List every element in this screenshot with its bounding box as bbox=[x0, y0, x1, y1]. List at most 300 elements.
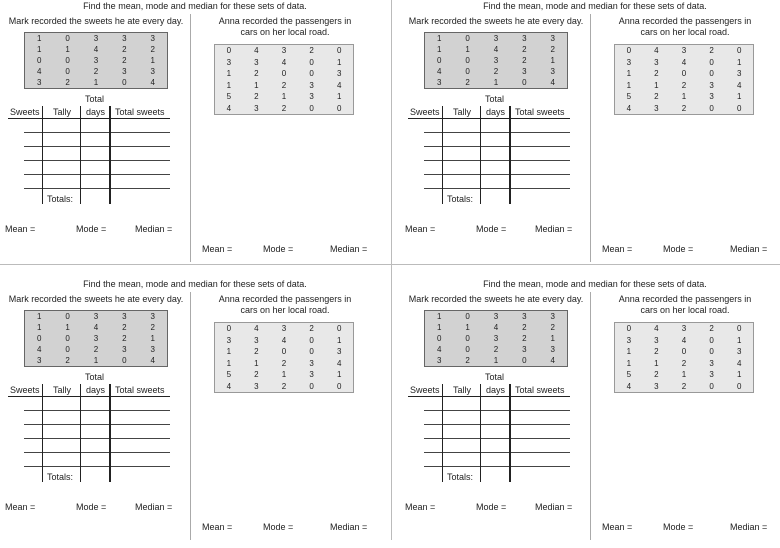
grid-cell: 3 bbox=[736, 347, 742, 357]
grid-cell: 2 bbox=[681, 103, 687, 113]
total-days-header-line2: days bbox=[486, 107, 506, 117]
grid-row bbox=[215, 358, 354, 370]
grid-cell: 0 bbox=[65, 56, 70, 65]
grid-cell: 3 bbox=[93, 312, 99, 321]
grid-row bbox=[215, 80, 354, 92]
grid-row bbox=[25, 355, 168, 367]
grid-row bbox=[25, 33, 168, 45]
table-row-line bbox=[424, 466, 570, 467]
grid-cell: 1 bbox=[681, 370, 687, 380]
mark-mean-label: Mean = bbox=[405, 224, 436, 234]
mark-data-grid bbox=[24, 310, 168, 367]
grid-cell: 1 bbox=[150, 56, 155, 65]
grid-cell: 1 bbox=[736, 92, 742, 102]
grid-cell: 0 bbox=[465, 67, 470, 76]
anna-intro-line2: cars on her local road. bbox=[240, 27, 330, 37]
anna-mean-label: Mean = bbox=[202, 522, 233, 532]
anna-intro-line2: cars on her local road. bbox=[640, 305, 730, 315]
grid-cell: 0 bbox=[709, 347, 714, 357]
total-days-header-line2: days bbox=[86, 385, 106, 395]
anna-intro bbox=[602, 16, 768, 38]
grid-cell: 0 bbox=[681, 347, 687, 357]
grid-cell: 0 bbox=[336, 381, 342, 391]
grid-cell: 0 bbox=[65, 312, 70, 321]
grid-row bbox=[215, 91, 354, 103]
grid-cell: 3 bbox=[493, 56, 499, 65]
grid-cell: 3 bbox=[626, 57, 632, 67]
grid-cell: 3 bbox=[709, 358, 714, 368]
grid-row bbox=[25, 44, 168, 55]
grid-cell: 1 bbox=[226, 347, 232, 357]
table-header-line bbox=[408, 396, 570, 397]
grid-row bbox=[615, 68, 754, 80]
table-col-line bbox=[442, 384, 443, 482]
section-divider bbox=[190, 14, 191, 262]
grid-row bbox=[215, 381, 354, 393]
table-row-line bbox=[24, 160, 170, 161]
grid-row bbox=[615, 381, 754, 393]
grid-cell: 3 bbox=[493, 334, 499, 343]
grid-cell: 2 bbox=[281, 358, 287, 368]
grid-cell: 0 bbox=[336, 324, 342, 334]
grid-cell: 2 bbox=[654, 370, 659, 380]
grid-cell: 2 bbox=[122, 45, 127, 54]
grid-cell: 4 bbox=[36, 345, 42, 354]
grid-cell: 1 bbox=[654, 358, 659, 368]
grid-cell: 3 bbox=[254, 57, 259, 67]
anna-median-label: Median = bbox=[330, 522, 368, 532]
grid-cell: 0 bbox=[736, 324, 742, 334]
grid-cell: 4 bbox=[550, 78, 555, 87]
grid-cell: 0 bbox=[122, 78, 127, 87]
grid-cell: 5 bbox=[626, 92, 632, 102]
sweets-header: Sweets bbox=[410, 385, 440, 395]
grid-cell: 2 bbox=[281, 381, 287, 391]
grid-cell: 3 bbox=[654, 57, 659, 67]
worksheet-title: Find the mean, mode and median for these sets of data. bbox=[483, 279, 707, 289]
tally-header: Tally bbox=[453, 385, 472, 395]
grid-cell: 0 bbox=[736, 381, 742, 391]
total-sweets-header: Total sweets bbox=[515, 385, 565, 395]
mark-intro: Mark recorded the sweets he ate every day. bbox=[408, 294, 584, 304]
mark-mean-label: Mean = bbox=[5, 502, 36, 512]
anna-data-grid bbox=[214, 44, 354, 115]
mark-mean-label: Mean = bbox=[405, 502, 436, 512]
grid-cell: 2 bbox=[65, 356, 70, 365]
total-days-header-line1: Total bbox=[85, 94, 105, 104]
sweets-header: Sweets bbox=[10, 107, 40, 117]
grid-cell: 0 bbox=[36, 334, 42, 343]
grid-cell: 4 bbox=[281, 57, 287, 67]
grid-cell: 0 bbox=[336, 103, 342, 113]
grid-cell: 0 bbox=[122, 356, 127, 365]
grid-cell: 0 bbox=[309, 335, 314, 345]
section-divider bbox=[590, 292, 591, 540]
grid-cell: 1 bbox=[736, 57, 742, 67]
grid-cell: 2 bbox=[254, 69, 259, 79]
grid-cell: 3 bbox=[309, 80, 314, 90]
grid-row bbox=[615, 45, 754, 57]
grid-cell: 1 bbox=[226, 80, 232, 90]
grid-cell: 3 bbox=[122, 312, 127, 321]
anna-intro-line2: cars on her local road. bbox=[240, 305, 330, 315]
grid-row bbox=[615, 358, 754, 370]
grid-cell: 3 bbox=[93, 56, 99, 65]
table-col-line bbox=[480, 384, 481, 482]
grid-cell: 3 bbox=[550, 345, 555, 354]
grid-cell: 1 bbox=[736, 335, 742, 345]
grid-cell: 1 bbox=[36, 323, 42, 332]
anna-intro-line2: cars on her local road. bbox=[640, 27, 730, 37]
anna-mean-label: Mean = bbox=[602, 522, 633, 532]
grid-cell: 1 bbox=[626, 358, 632, 368]
total-sweets-header: Total sweets bbox=[515, 107, 565, 117]
tally-header: Tally bbox=[53, 385, 72, 395]
grid-cell: 3 bbox=[150, 67, 155, 76]
table-row-line bbox=[424, 174, 570, 175]
grid-cell: 1 bbox=[436, 312, 442, 321]
grid-cell: 3 bbox=[309, 92, 314, 102]
table-row-line bbox=[424, 188, 570, 189]
grid-cell: 3 bbox=[122, 34, 127, 43]
grid-cell: 0 bbox=[681, 69, 687, 79]
mark-mode-label: Mode = bbox=[76, 502, 107, 512]
worksheet-panel bbox=[400, 278, 780, 548]
grid-cell: 1 bbox=[65, 323, 70, 332]
table-col-line bbox=[109, 384, 111, 482]
grid-row bbox=[425, 44, 568, 55]
table-col-line bbox=[42, 106, 43, 204]
anna-median-label: Median = bbox=[330, 244, 368, 254]
grid-cell: 0 bbox=[309, 69, 314, 79]
grid-cell: 3 bbox=[281, 324, 287, 334]
worksheet-title: Find the mean, mode and median for these sets of data. bbox=[483, 1, 707, 11]
grid-cell: 2 bbox=[65, 78, 70, 87]
grid-cell: 3 bbox=[522, 34, 527, 43]
grid-cell: 4 bbox=[436, 67, 442, 76]
grid-cell: 2 bbox=[709, 324, 714, 334]
grid-cell: 0 bbox=[65, 334, 70, 343]
grid-cell: 1 bbox=[736, 370, 742, 380]
totals-label: Totals: bbox=[447, 194, 474, 204]
grid-cell: 3 bbox=[493, 312, 499, 321]
grid-cell: 3 bbox=[150, 312, 155, 321]
grid-cell: 0 bbox=[65, 34, 70, 43]
mark-intro: Mark recorded the sweets he ate every day. bbox=[408, 16, 584, 26]
grid-cell: 0 bbox=[709, 103, 714, 113]
grid-cell: 4 bbox=[226, 381, 232, 391]
grid-row bbox=[615, 91, 754, 103]
worksheet-panel bbox=[0, 278, 390, 548]
grid-row bbox=[425, 344, 568, 355]
grid-cell: 2 bbox=[681, 80, 687, 90]
grid-cell: 2 bbox=[522, 334, 527, 343]
anna-intro bbox=[202, 16, 368, 38]
grid-cell: 4 bbox=[281, 335, 287, 345]
section-divider bbox=[190, 292, 191, 540]
mark-data-grid bbox=[424, 32, 568, 89]
grid-cell: 1 bbox=[626, 347, 632, 357]
grid-cell: 3 bbox=[336, 69, 342, 79]
grid-cell: 3 bbox=[436, 78, 442, 87]
anna-intro bbox=[602, 294, 768, 316]
grid-cell: 3 bbox=[36, 356, 42, 365]
worksheet-panel bbox=[0, 0, 390, 270]
grid-cell: 3 bbox=[281, 46, 287, 56]
grid-cell: 2 bbox=[493, 67, 499, 76]
grid-cell: 1 bbox=[254, 358, 259, 368]
grid-cell: 2 bbox=[681, 381, 687, 391]
anna-mean-label: Mean = bbox=[202, 244, 233, 254]
grid-cell: 4 bbox=[436, 345, 442, 354]
grid-cell: 0 bbox=[65, 67, 70, 76]
grid-cell: 0 bbox=[626, 46, 632, 56]
grid-cell: 1 bbox=[550, 56, 555, 65]
grid-cell: 0 bbox=[436, 56, 442, 65]
grid-cell: 0 bbox=[465, 56, 470, 65]
grid-cell: 1 bbox=[65, 45, 70, 54]
grid-cell: 3 bbox=[681, 46, 687, 56]
grid-cell: 2 bbox=[93, 67, 99, 76]
grid-row bbox=[615, 335, 754, 347]
grid-cell: 3 bbox=[122, 345, 127, 354]
mark-median-label: Median = bbox=[535, 502, 573, 512]
anna-intro-line1: Anna recorded the passengers in bbox=[618, 294, 752, 304]
anna-intro bbox=[202, 294, 368, 316]
grid-cell: 3 bbox=[681, 324, 687, 334]
table-header-line bbox=[408, 118, 570, 119]
section-divider bbox=[590, 14, 591, 262]
grid-cell: 3 bbox=[336, 347, 342, 357]
grid-cell: 3 bbox=[550, 312, 555, 321]
grid-cell: 2 bbox=[493, 345, 499, 354]
table-col-line bbox=[42, 384, 43, 482]
mark-data-grid bbox=[24, 32, 168, 89]
anna-mode-label: Mode = bbox=[263, 244, 294, 254]
grid-row bbox=[215, 45, 354, 57]
grid-cell: 2 bbox=[654, 347, 659, 357]
anna-median-label: Median = bbox=[730, 522, 768, 532]
grid-cell: 2 bbox=[122, 56, 127, 65]
table-header-line bbox=[8, 396, 170, 397]
anna-intro-line1: Anna recorded the passengers in bbox=[218, 294, 352, 304]
anna-median-label: Median = bbox=[730, 244, 768, 254]
grid-cell: 2 bbox=[254, 92, 259, 102]
grid-cell: 2 bbox=[654, 69, 659, 79]
grid-row bbox=[215, 335, 354, 347]
grid-cell: 3 bbox=[522, 67, 527, 76]
grid-cell: 5 bbox=[226, 92, 232, 102]
grid-cell: 3 bbox=[36, 78, 42, 87]
mark-median-label: Median = bbox=[135, 502, 173, 512]
v-divider bbox=[391, 0, 392, 540]
grid-row bbox=[215, 369, 354, 381]
table-row-line bbox=[24, 466, 170, 467]
grid-cell: 0 bbox=[522, 356, 527, 365]
grid-cell: 0 bbox=[465, 34, 470, 43]
grid-cell: 3 bbox=[93, 334, 99, 343]
grid-cell: 3 bbox=[436, 356, 442, 365]
grid-row bbox=[615, 103, 754, 115]
anna-data-grid bbox=[614, 322, 754, 393]
grid-cell: 0 bbox=[522, 78, 527, 87]
table-col-line bbox=[109, 106, 111, 204]
grid-cell: 4 bbox=[550, 356, 555, 365]
mark-intro: Mark recorded the sweets he ate every day. bbox=[8, 16, 184, 26]
mark-mode-label: Mode = bbox=[476, 502, 507, 512]
grid-cell: 0 bbox=[736, 103, 742, 113]
grid-cell: 4 bbox=[493, 323, 499, 332]
grid-row bbox=[615, 57, 754, 69]
grid-cell: 3 bbox=[226, 335, 232, 345]
table-row-line bbox=[24, 132, 170, 133]
table-row-line bbox=[424, 146, 570, 147]
grid-row bbox=[215, 57, 354, 69]
grid-cell: 4 bbox=[93, 45, 99, 54]
grid-cell: 2 bbox=[254, 347, 259, 357]
mark-median-label: Median = bbox=[135, 224, 173, 234]
grid-cell: 2 bbox=[709, 46, 714, 56]
grid-cell: 5 bbox=[626, 370, 632, 380]
grid-row bbox=[25, 77, 168, 89]
grid-cell: 2 bbox=[522, 56, 527, 65]
table-row-line bbox=[24, 438, 170, 439]
grid-row bbox=[425, 55, 568, 66]
table-row-line bbox=[24, 146, 170, 147]
grid-cell: 2 bbox=[309, 324, 314, 334]
grid-cell: 1 bbox=[226, 358, 232, 368]
grid-row bbox=[425, 355, 568, 367]
sweets-header: Sweets bbox=[410, 107, 440, 117]
grid-cell: 0 bbox=[709, 69, 714, 79]
grid-cell: 0 bbox=[309, 57, 314, 67]
total-days-header-line1: Total bbox=[485, 372, 505, 382]
grid-cell: 0 bbox=[465, 334, 470, 343]
grid-cell: 3 bbox=[309, 370, 314, 380]
totals-label: Totals: bbox=[47, 194, 74, 204]
grid-cell: 4 bbox=[626, 381, 632, 391]
grid-row bbox=[25, 66, 168, 77]
grid-row bbox=[215, 103, 354, 115]
grid-cell: 0 bbox=[309, 381, 314, 391]
grid-cell: 1 bbox=[36, 312, 42, 321]
table-row-line bbox=[24, 424, 170, 425]
grid-cell: 0 bbox=[309, 347, 314, 357]
anna-data-grid bbox=[214, 322, 354, 393]
tally-header: Tally bbox=[53, 107, 72, 117]
grid-row bbox=[25, 311, 168, 323]
grid-cell: 3 bbox=[493, 34, 499, 43]
grid-row bbox=[425, 311, 568, 323]
grid-cell: 3 bbox=[709, 92, 714, 102]
grid-cell: 0 bbox=[736, 46, 742, 56]
grid-row bbox=[215, 323, 354, 335]
grid-cell: 0 bbox=[465, 312, 470, 321]
grid-cell: 0 bbox=[65, 345, 70, 354]
table-header-line bbox=[8, 118, 170, 119]
grid-row bbox=[615, 80, 754, 92]
table-row-line bbox=[24, 174, 170, 175]
grid-cell: 3 bbox=[226, 57, 232, 67]
grid-cell: 3 bbox=[122, 67, 127, 76]
grid-cell: 0 bbox=[709, 335, 714, 345]
grid-cell: 0 bbox=[226, 46, 232, 56]
table-col-line bbox=[442, 106, 443, 204]
grid-cell: 3 bbox=[309, 358, 314, 368]
grid-cell: 2 bbox=[122, 323, 127, 332]
grid-cell: 0 bbox=[281, 69, 287, 79]
grid-cell: 0 bbox=[709, 57, 714, 67]
grid-cell: 1 bbox=[626, 69, 632, 79]
grid-row bbox=[615, 346, 754, 358]
table-col-line bbox=[480, 106, 481, 204]
grid-cell: 4 bbox=[150, 78, 155, 87]
grid-cell: 0 bbox=[226, 324, 232, 334]
grid-row bbox=[215, 346, 354, 358]
anna-intro-line1: Anna recorded the passengers in bbox=[618, 16, 752, 26]
total-days-header-line1: Total bbox=[85, 372, 105, 382]
grid-cell: 1 bbox=[36, 34, 42, 43]
grid-cell: 1 bbox=[626, 80, 632, 90]
grid-cell: 2 bbox=[522, 323, 527, 332]
grid-row bbox=[25, 55, 168, 66]
total-sweets-header: Total sweets bbox=[115, 385, 165, 395]
grid-cell: 1 bbox=[36, 45, 42, 54]
anna-mode-label: Mode = bbox=[663, 522, 694, 532]
grid-cell: 1 bbox=[336, 370, 342, 380]
grid-cell: 4 bbox=[336, 358, 342, 368]
grid-cell: 1 bbox=[681, 92, 687, 102]
grid-cell: 0 bbox=[626, 324, 632, 334]
grid-cell: 4 bbox=[736, 358, 742, 368]
grid-cell: 1 bbox=[254, 80, 259, 90]
grid-cell: 2 bbox=[465, 356, 470, 365]
grid-cell: 2 bbox=[550, 323, 555, 332]
grid-row bbox=[425, 33, 568, 45]
grid-cell: 0 bbox=[465, 345, 470, 354]
grid-cell: 1 bbox=[93, 356, 99, 365]
grid-cell: 3 bbox=[550, 67, 555, 76]
grid-cell: 4 bbox=[681, 57, 687, 67]
grid-cell: 2 bbox=[681, 358, 687, 368]
grid-cell: 3 bbox=[254, 103, 259, 113]
mark-mode-label: Mode = bbox=[476, 224, 507, 234]
total-sweets-header: Total sweets bbox=[115, 107, 165, 117]
grid-cell: 1 bbox=[436, 34, 442, 43]
grid-row bbox=[615, 323, 754, 335]
grid-cell: 0 bbox=[309, 103, 314, 113]
grid-cell: 0 bbox=[336, 46, 342, 56]
grid-cell: 0 bbox=[36, 56, 42, 65]
grid-cell: 4 bbox=[254, 46, 259, 56]
tally-header: Tally bbox=[453, 107, 472, 117]
grid-cell: 2 bbox=[465, 78, 470, 87]
grid-cell: 2 bbox=[122, 334, 127, 343]
table-row-line bbox=[424, 438, 570, 439]
table-row-line bbox=[24, 410, 170, 411]
table-row-line bbox=[424, 424, 570, 425]
grid-cell: 3 bbox=[150, 34, 155, 43]
table-col-line bbox=[509, 106, 511, 204]
grid-cell: 2 bbox=[309, 46, 314, 56]
grid-cell: 4 bbox=[736, 80, 742, 90]
table-row-line bbox=[424, 410, 570, 411]
grid-cell: 3 bbox=[736, 69, 742, 79]
totals-label: Totals: bbox=[47, 472, 74, 482]
grid-cell: 2 bbox=[654, 92, 659, 102]
anna-intro-line1: Anna recorded the passengers in bbox=[218, 16, 352, 26]
grid-row bbox=[25, 333, 168, 344]
